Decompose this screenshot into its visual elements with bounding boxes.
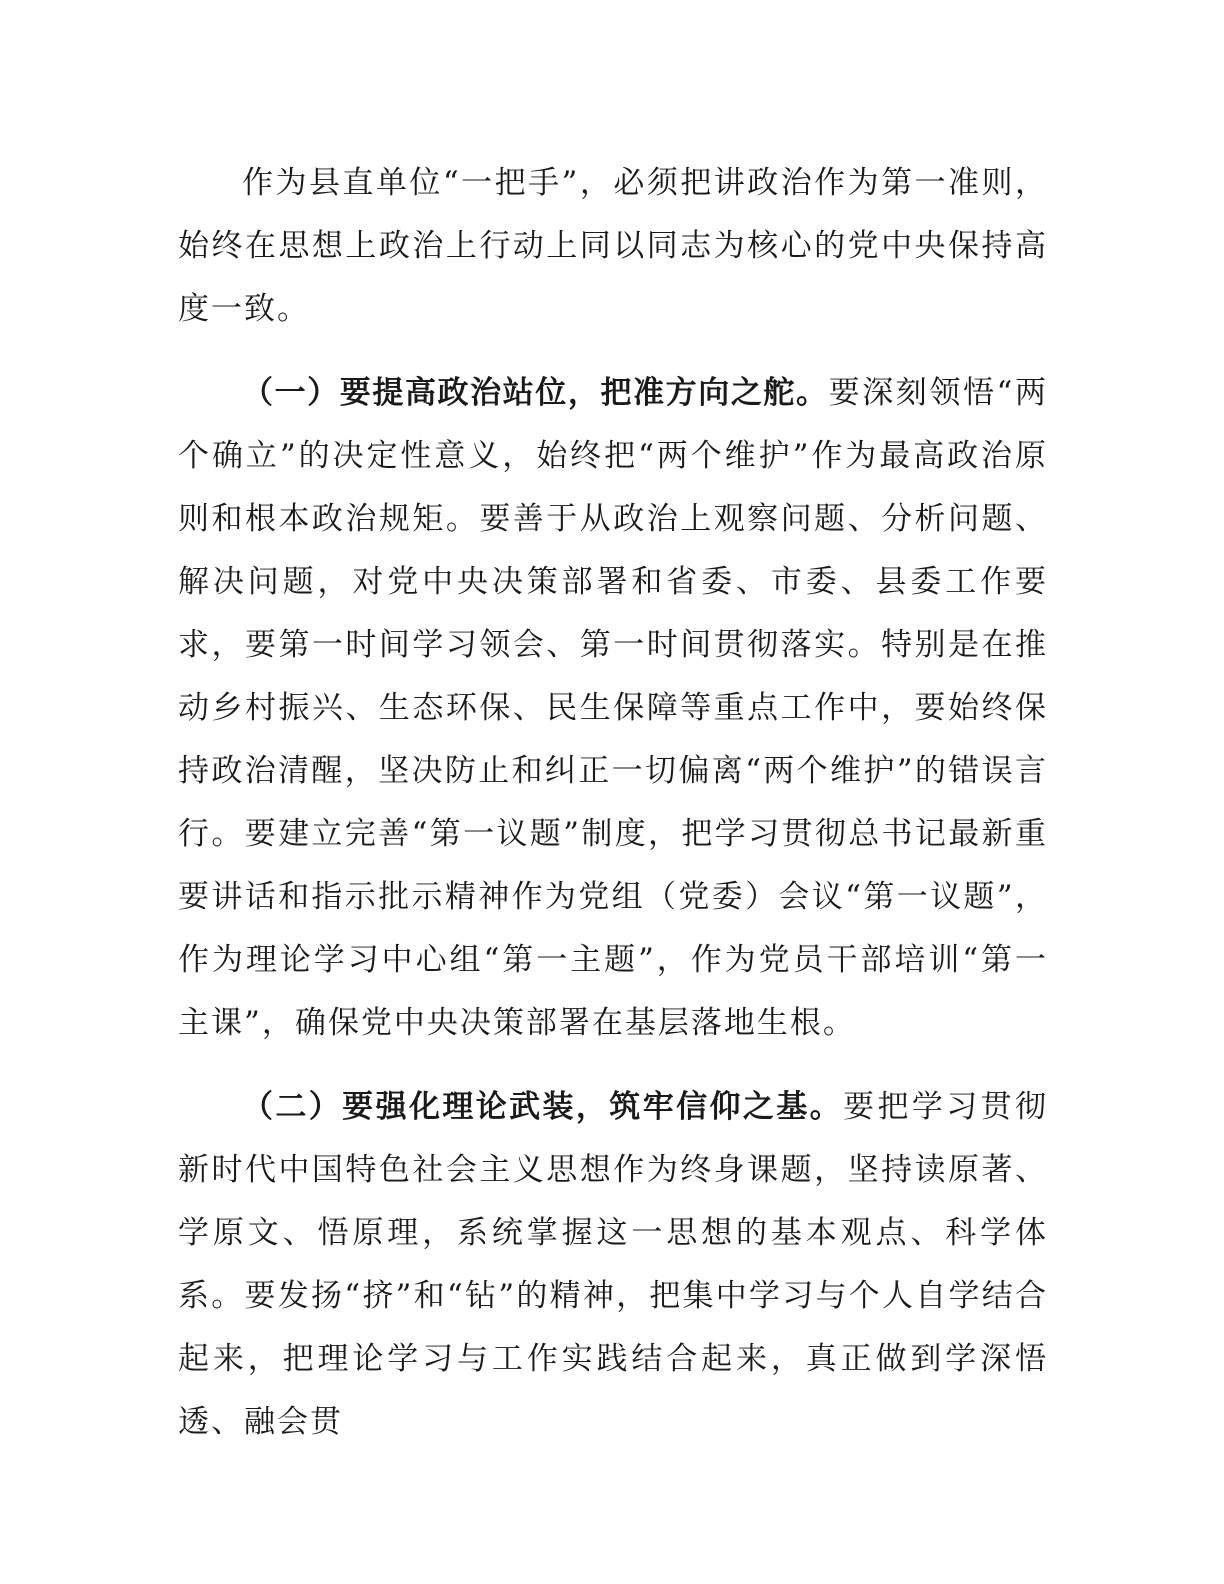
document-body	[178, 152, 1048, 1454]
section-two-paragraph	[178, 1076, 1048, 1454]
paragraph-text: 作为县直单位“一把手”，必须把讲政治作为第一准则，始终在思想上政治上行动上同以同志为核心的党中央保持高度一致。	[178, 165, 1048, 327]
intro-paragraph	[178, 152, 1048, 341]
paragraph-text: 要把学习贯彻新时代中国特色社会主义思想作为终身课题，坚持读原著、学原文、悟原理，系统掌握这一思想的基本观点、科学体系。要发扬“挤”和“钻”的精神，把集中学习与个人自学结合起来，把理论学习与工作实践结合起来，真正做到学深悟透、融会贯	[178, 1089, 1049, 1440]
section-one-heading: （一）要提高政治站位，把准方向之舵。	[242, 375, 829, 411]
paragraph-text: 要深刻领悟“两个确立”的决定性意义，始终把“两个维护”作为最高政治原则和根本政治规矩。要善于从政治上观察问题、分析问题、解决问题，对党中央决策部署和省委、市委、县委工作要求，要第一时间学习领会、第一时间贯彻落实。特别是在推动乡村振兴、生态环保、民生保障等重点工作中，要始终保持政治清醒，坚决防止和纠正一切偏离“两个维护”的错误言行。要建立完善“第一议题”制度，把学习贯彻总书记最新重要讲话和指示批示精神作为党组（党委）会议“第一议题”，作为理论学习中心组“第一主题”，作为党员干部培训“第一主课”，确保党中央决策部署在基层落地生根。	[178, 375, 1048, 1041]
section-two-heading: （二）要强化理论武装，筑牢信仰之基。	[242, 1089, 844, 1125]
section-one-paragraph	[178, 362, 1048, 1055]
